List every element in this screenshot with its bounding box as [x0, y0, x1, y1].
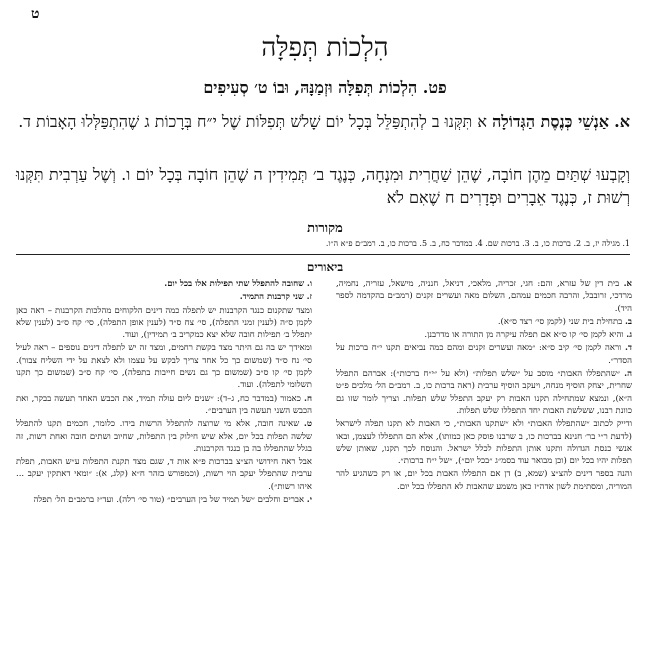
- note-text: ומצד שתקנום כנגד הקרבנות יש לתפלה כמה דינים הלקוחים מהלכות הקרבנות – ראה כאן לקמן ס״ה (לענין זמני התפלה), סי׳ צח ס״ד (לענין אופן התפלה), סי׳ קח ס״ב (לענין שלא יתפלל ב׳ תפילות חובה שלא יצא כמקריב ב׳ תמידין), ועוד.: [16, 305, 312, 341]
- note-label: ח.: [304, 393, 312, 404]
- notes-column-right: [336, 278, 632, 494]
- note-item: [16, 393, 312, 418]
- note-text: כאמור (במדבר כח, ג–ד): ״שנים ליום עולה תמיד, את הכבש האחד תעשה בבקר, ואת הכבש השני תעשה בין הערבים״.: [16, 393, 312, 416]
- note-text: שאינה חובה, אלא מי שרוצה להתפלל הרשות בידו. כלומר, חכמים תקנו להתפלל שלשה תפלות בכל יום, אלא שיש חילוק בין התפלות, שחיוב ושתים חובה ואחת רשות, זה בגלל שהתפללו בה בן כנגד הקרבנות.: [16, 419, 312, 454]
- note-item: [336, 368, 632, 417]
- main-paragraph-a: [16, 110, 630, 133]
- note-label: ה.: [624, 369, 632, 380]
- note-text: וראה לקמן סי׳ קיב ס״א: ״מאה ועשרים זקנים ומהם כמה נביאים תקנו י״ח ברכות על הסדר״.: [336, 343, 632, 366]
- note-label: א.: [623, 279, 633, 289]
- note-text: אבל ראה חידושי הצ״צ בברכות פ״א אות ד, שגם מצד תקנת התפלות ע״ש האבות, תפלת ערבית שהתפלל יעקב הוי רשות, (וכמפורש בזהר ח״א (קלג, א): ״ומאי דאתקין יעקב ... איהו רשות״).: [16, 457, 312, 492]
- note-item: [336, 316, 632, 328]
- main-paragraph-b: [16, 163, 630, 209]
- page-number: ט: [31, 6, 40, 22]
- note-text: ומאידך יש בה גם היתר מצד בקשת רחמים, ומצד זה יש לתפלה דינים נוספים – ראה לעיל סי׳ נח ס״ד (שמשום כך כל אחד צריך לבקש על עצמו ולא לצאת על ידי השליח צבור). לקמן סי׳ קו ס״ב (שמשום כך גם נשים חייבות בתפלה), סי׳ קח ס״ב (שמשום כך תקנו תשלומי לתפלה). ועוד.: [16, 343, 312, 391]
- sources-heading: מקורות: [307, 221, 343, 236]
- note-label: ב.: [624, 316, 632, 327]
- paragraph-label: א.: [614, 112, 630, 131]
- chapter-title: הִלְכוֹת תְּפִלָּה: [261, 33, 389, 63]
- note-item: [336, 418, 632, 467]
- note-text: והנה בספר דינים להצ״צ (שמא, ב) דן אם התפללו האבות בכל יום, או רק כשהגיע להר המוריה, ומסתימת לשון אדה״ז כאן משמע שהאבות לא התפללו בכל יום.: [336, 469, 632, 492]
- notes-heading: ביאורים: [306, 260, 344, 274]
- note-item: [336, 468, 632, 493]
- sources-text: 1. מגילה יז, ב. 2. ברכות כו, ב. 3. ברכות שם. 4. במדבר כח, ב. 5. ברכות כו, ב. רמב״ם פ״א ה״ו.: [325, 239, 630, 248]
- notes-column-left: [16, 278, 312, 507]
- note-label: ד.: [624, 343, 632, 354]
- note-text: אברים וחלבים ״של תמיד של בין הערבים״ (טור סי׳ רלה). ועד״ז ברמב״ם הל׳ תפלה: [33, 495, 305, 506]
- note-item: [16, 305, 312, 342]
- note-item: [336, 329, 632, 341]
- note-label: ט.: [303, 419, 313, 430]
- note-item: [16, 278, 312, 290]
- note-text: בתחילת בית שני (לקמן סי׳ רצד ס״א).: [497, 316, 623, 327]
- paragraph-lead-words: אַנְשֵׁי כְּנֶסֶת הַגְּדוֹלָה: [492, 112, 610, 131]
- note-text: ״שהתפללו האבות״ מוסב על ״שלש תפלות״ (ולא על ״י״ח ברכות״): אברהם התפלל שחרית, יצחק הוסיף מנחה, ויעקב הוסיף ערבית (ראה ברכות כו, ב. רמב״ם הל׳ מלכים פ״ט ה״א), ונמצא שמתחילה תקנו האבות רק יעקב התפלל שלש תפלות. וצריך לומר שזו גם כוונת רבנו, ששלשת האבות יחד התפללו שלש תפלות.: [336, 369, 632, 416]
- note-text: והיא לקמן סי׳ קו ס״א אם תפלה עיקרה מן התורה או מדרבנן.: [424, 330, 624, 341]
- note-item: [16, 291, 312, 303]
- note-item: [16, 494, 312, 506]
- note-text: שני קרבנות התמיד.: [239, 292, 304, 303]
- note-text: ודייק לכתוב ״שהתפללו האבות״ ולא ״שתקנו האבות״, כי האבות לא תקנו תפלה לישראל (לדעת ר״י בר׳ חנינא בברכות כו, ב שרבנו פוסק כאן כמותו), אלא הם התפללו לעצמן, ובאו אנשי כנסת הגדולה ותקנו אותן התפלות לכלל ישראל. והנוסח לכך תקנו, שאותן שלש תפלות יהיו בכל יום (וכן מבואר עוד בסמ״ג ״בכל יום״), ״של י״ח ברכות״.: [336, 419, 632, 467]
- note-label: ג.: [626, 330, 632, 341]
- note-item: [336, 342, 632, 367]
- note-item: [16, 342, 312, 391]
- note-label: ז.: [306, 292, 312, 303]
- note-label: י.: [306, 495, 312, 506]
- section-subtitle: פט. הִלְכוֹת תְּפִלָּה וּזְמַנָּהּ, וּבוֹ ט׳ סְעִיפִים: [203, 78, 447, 97]
- note-item: [16, 418, 312, 455]
- note-item: [336, 278, 632, 315]
- note-text: שחובה להתפלל שתי תפילות אלו בכל יום.: [164, 279, 305, 289]
- note-item: [16, 456, 312, 493]
- note-text: בית דין של עזרא, והם: חגי, זכריה, מלאכי, דניאל, חנניה, מישאל, עזריה, נחמיה, מרדכי, זרובבל, והרבה חכמים עמהם, השלום מאה ועשרים זקנים (רמב״ם בהקדמה לספר היד).: [336, 279, 632, 314]
- note-label: ו.: [306, 279, 312, 289]
- paragraph-text: וְקָבְעוּ שְׁתַּיִם מֵהֶן חוֹבָה, שֶׁהֵן שַׁחֲרִית וּמִנְחָה, כְּנֶגֶד ב׳ תְּמִידִין ה שֶׁהֵן חוֹבָה בְּכָל יוֹם ו. וְשֶׁל עַרְבִית תִּקְּנוּ רְשׁוּת ז, כְּנֶגֶד אֵבָרִים וּפְדָרִים ח שֶׁאִם לֹא: [16, 165, 630, 207]
- divider-line: [16, 254, 630, 255]
- paragraph-text: א תִּקְּנוּ ב לְהִתְפַּלֵּל בְּכָל יוֹם שָׁלשׁ תְּפִלּוֹת שֶׁל י״ח בְּרָכוֹת ג שֶׁהִתְפַּלְּלוּ הָאָבוֹת ד.: [18, 112, 487, 131]
